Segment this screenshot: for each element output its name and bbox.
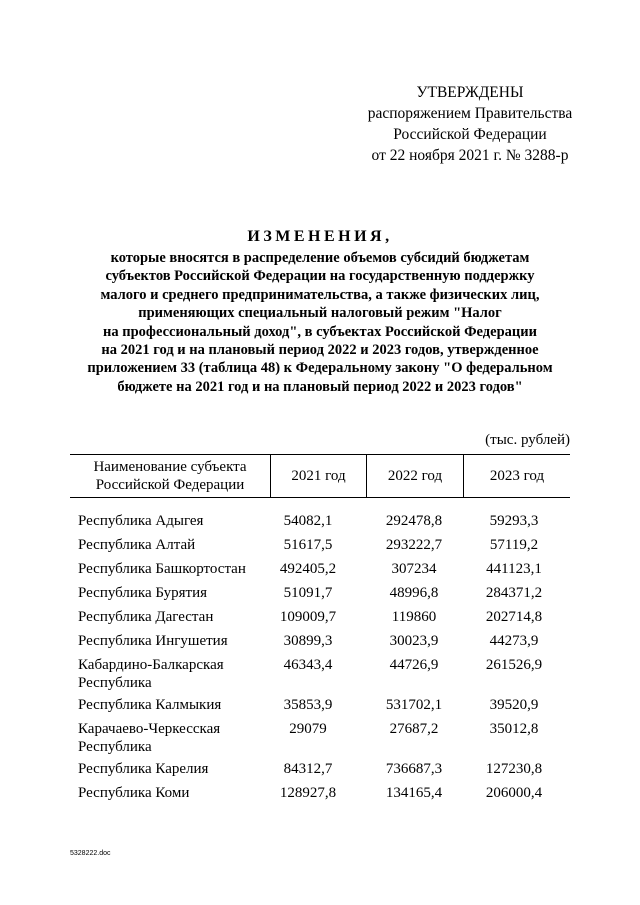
subject-name-line1: Республика Бурятия [78,585,208,601]
subject-name-line1: Республика Адыгея [78,513,204,529]
value-2021: 51091,7 [283,585,333,601]
value-2021: 128927,8 [279,785,337,801]
approval-line: Российской Федерации [393,126,547,143]
subject-name [78,584,258,602]
subject-name [78,512,258,530]
subject-name-line1: Карачаево-Черкесская [78,721,221,737]
subject-name [78,784,258,802]
table-row [78,536,578,560]
document-subtitle [60,249,580,396]
subtitle-line: которые вносятся в распределение объемов субсидий бюджетам [110,250,530,266]
value-2023: 441123,1 [486,561,542,577]
subject-name [78,760,258,778]
value-2023: 261526,9 [485,657,543,673]
subject-name [78,696,258,714]
value-2021: 84312,7 [283,761,333,777]
subject-name [78,720,258,756]
subtitle-line: на 2021 год и на плановый период 2022 и 2023 годов, утвержденное [101,342,539,359]
subtitle-line: приложением 33 (таблица 48) к Федеральному закону "О федеральном [87,360,553,377]
table-header [70,454,570,498]
value-2022: 134165,4 [385,785,443,801]
subtitle-line: малого и среднего предпринимательства, а также физических лиц, [100,286,540,303]
header-subject-name [70,455,271,497]
subject-name-line1: Республика Ингушетия [78,633,228,649]
subject-name-line1: Республика Коми [78,785,190,801]
approval-line: распоряжением Правительства [367,105,573,122]
value-2023: 284371,2 [485,585,543,601]
value-2023: 35012,8 [489,721,539,737]
subject-name [78,560,258,578]
table-row [78,656,578,696]
subtitle-line: субъектов Российской Федерации на государственную поддержку [105,268,535,285]
header-subject-line1: Наименование субъекта [93,459,247,475]
approval-date-number: от 22 ноября 2021 г. № 3288-р [371,147,569,164]
value-2021: 30899,3 [283,633,333,649]
subject-name-line1: Республика Карелия [78,761,209,777]
approval-heading: УТВЕРЖДЕНЫ [416,84,524,101]
value-2023: 57119,2 [489,537,539,553]
table-row [78,512,578,536]
value-2021: 492405,2 [279,561,337,577]
subtitle-line: на профессиональный доход", в субъектах Российской Федерации [103,323,537,340]
subject-name-line1: Республика Дагестан [78,609,214,625]
document-title: ИЗМЕНЕНИЯ, [247,228,393,245]
value-2023: 44273,9 [489,633,539,649]
value-2023: 202714,8 [485,609,543,625]
value-2022: 736687,3 [385,761,443,777]
header-subject-line2: Российской Федерации [95,477,245,493]
header-2022: 2022 год [367,455,464,497]
subject-name-line2: Республика [78,675,152,691]
subject-name-line2: Республика [78,739,152,755]
value-2022: 44726,9 [389,657,439,673]
table-row [78,632,578,656]
header-2021: 2021 год [271,455,367,497]
file-name: 5328222.doc [70,850,111,857]
value-2021: 109009,7 [279,609,337,625]
value-2023: 127230,8 [485,761,543,777]
value-2022: 307234 [391,561,437,577]
table-row [78,720,578,760]
table-row [78,584,578,608]
value-2022: 292478,8 [385,513,443,529]
subject-name-line1: Республика Калмыкия [78,697,222,713]
subject-name-line1: Республика Алтай [78,537,196,553]
value-2022: 293222,7 [385,537,443,553]
subject-name [78,656,258,692]
subject-name [78,632,258,650]
value-2022: 27687,2 [389,721,439,737]
table-row [78,784,578,808]
value-2022: 48996,8 [389,585,439,601]
value-2022: 30023,9 [389,633,439,649]
subject-name-line1: Республика Башкортостан [78,561,246,577]
value-2023: 39520,9 [489,697,539,713]
subtitle-line: применяющих специальный налоговый режим "Налог [138,305,502,322]
value-2022: 119860 [391,609,437,625]
value-2021: 29079 [289,721,327,737]
subject-name [78,536,258,554]
units-label: (тыс. рублей) [485,432,570,448]
value-2021: 51617,5 [283,537,333,553]
table-row [78,696,578,720]
value-2023: 59293,3 [489,513,539,529]
subtitle-line: бюджете на 2021 год и на плановый период 2022 и 2023 годов" [117,378,523,395]
table-row [78,608,578,632]
header-2023: 2023 год [489,468,545,484]
table-row [78,560,578,584]
value-2021: 35853,9 [283,697,333,713]
value-2021: 54082,1 [283,513,333,529]
approval-block [340,82,600,166]
value-2022: 531702,1 [385,697,443,713]
value-2023: 206000,4 [485,785,543,801]
subject-name [78,608,258,626]
table-row [78,760,578,784]
value-2021: 46343,4 [283,657,333,673]
subject-name-line1: Кабардино-Балкарская [78,657,224,673]
